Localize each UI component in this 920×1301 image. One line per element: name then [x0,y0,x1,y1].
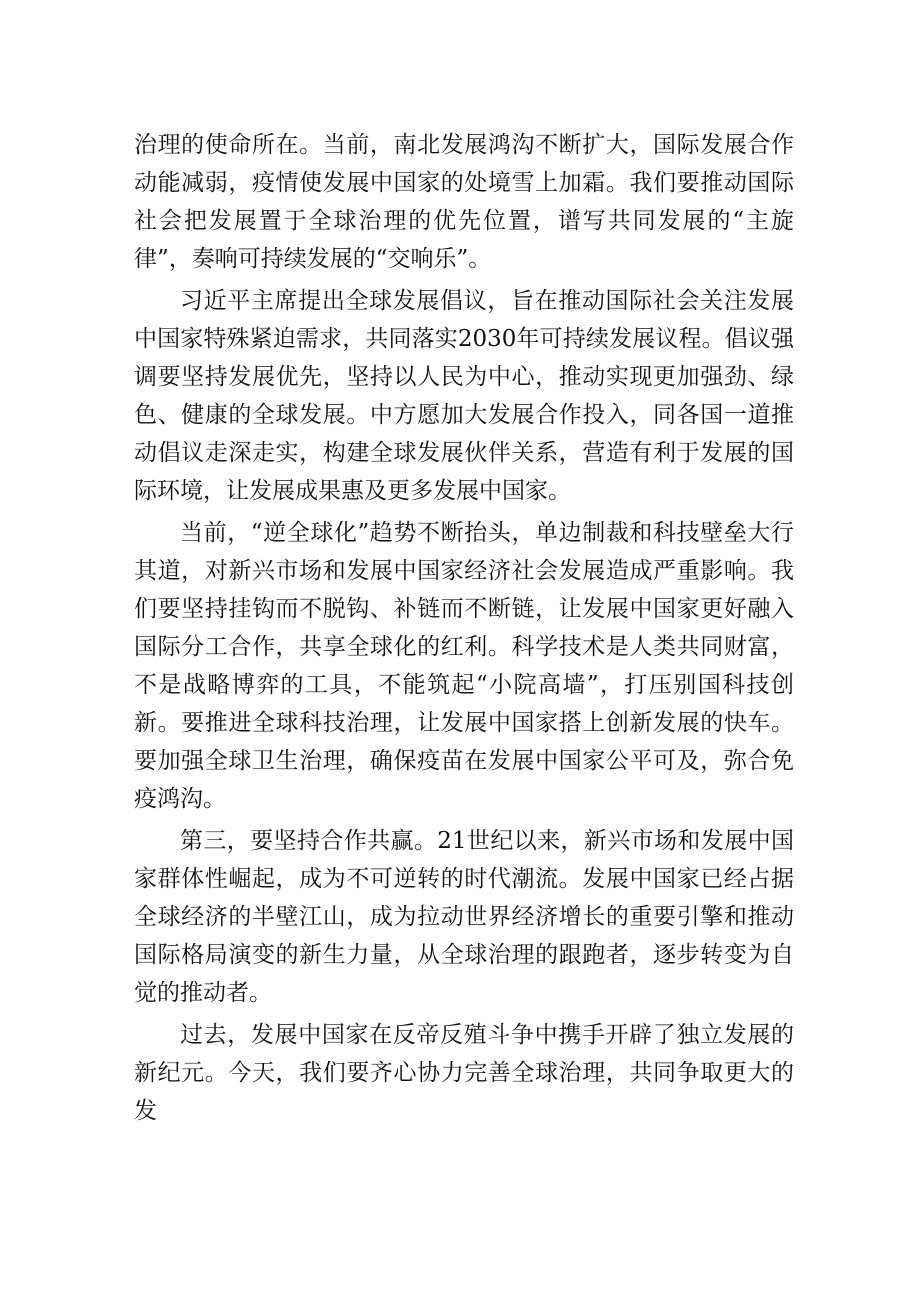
paragraph-3: 当前，“逆全球化”趋势不断抬头，单边制裁和科技壁垒大行其道，对新兴市场和发展中国家经济社会发展造成严重影响。我们要坚持挂钩而不脱钩、补链而不断链，让发展中国家更好融入国际分工合作，共享全球化的红利。科学技术是人类共同财富，不是战略博弈的工具，不能筑起“小院高墙”，打压别国科技创新。要推进全球科技治理，让发展中国家搭上创新发展的快车。要加强全球卫生治理，确保疫苗在发展中国家公平可及，弥合免疫鸿沟。 [134,520,794,812]
paragraph-4: 第三，要坚持合作共赢。21世纪以来，新兴市场和发展中国家群体性崛起，成为不可逆转的时代潮流。发展中国家已经占据全球经济的半壁江山，成为拉动世界经济增长的重要引擎和推动国际格局演变的新生力量，从全球治理的跟跑者，逐步转变为自觉的推动者。 [134,828,794,1006]
paragraph-1: 治理的使命所在。当前，南北发展鸿沟不断扩大，国际发展合作动能减弱，疫情使发展中国家的处境雪上加霜。我们要推动国际社会把发展置于全球治理的优先位置，谱写共同发展的“主旋律”，奏响可持续发展的“交响乐”。 [134,132,794,272]
paragraph-2: 习近平主席提出全球发展倡议，旨在推动国际社会关注发展中国家特殊紧迫需求，共同落实2030年可持续发展议程。倡议强调要坚持发展优先，坚持以人民为中心，推动实现更加强劲、绿色、健康的全球发展。中方愿加大发展合作投入，同各国一道推动倡议走深走实，构建全球发展伙伴关系，营造有利于发展的国际环境，让发展成果惠及更多发展中国家。 [134,288,794,504]
document-body [134,126,794,1134]
paragraph-5: 过去，发展中国家在反帝反殖斗争中携手开辟了独立发展的新纪元。今天，我们要齐心协力完善全球治理，共同争取更大的发 [134,1022,794,1124]
